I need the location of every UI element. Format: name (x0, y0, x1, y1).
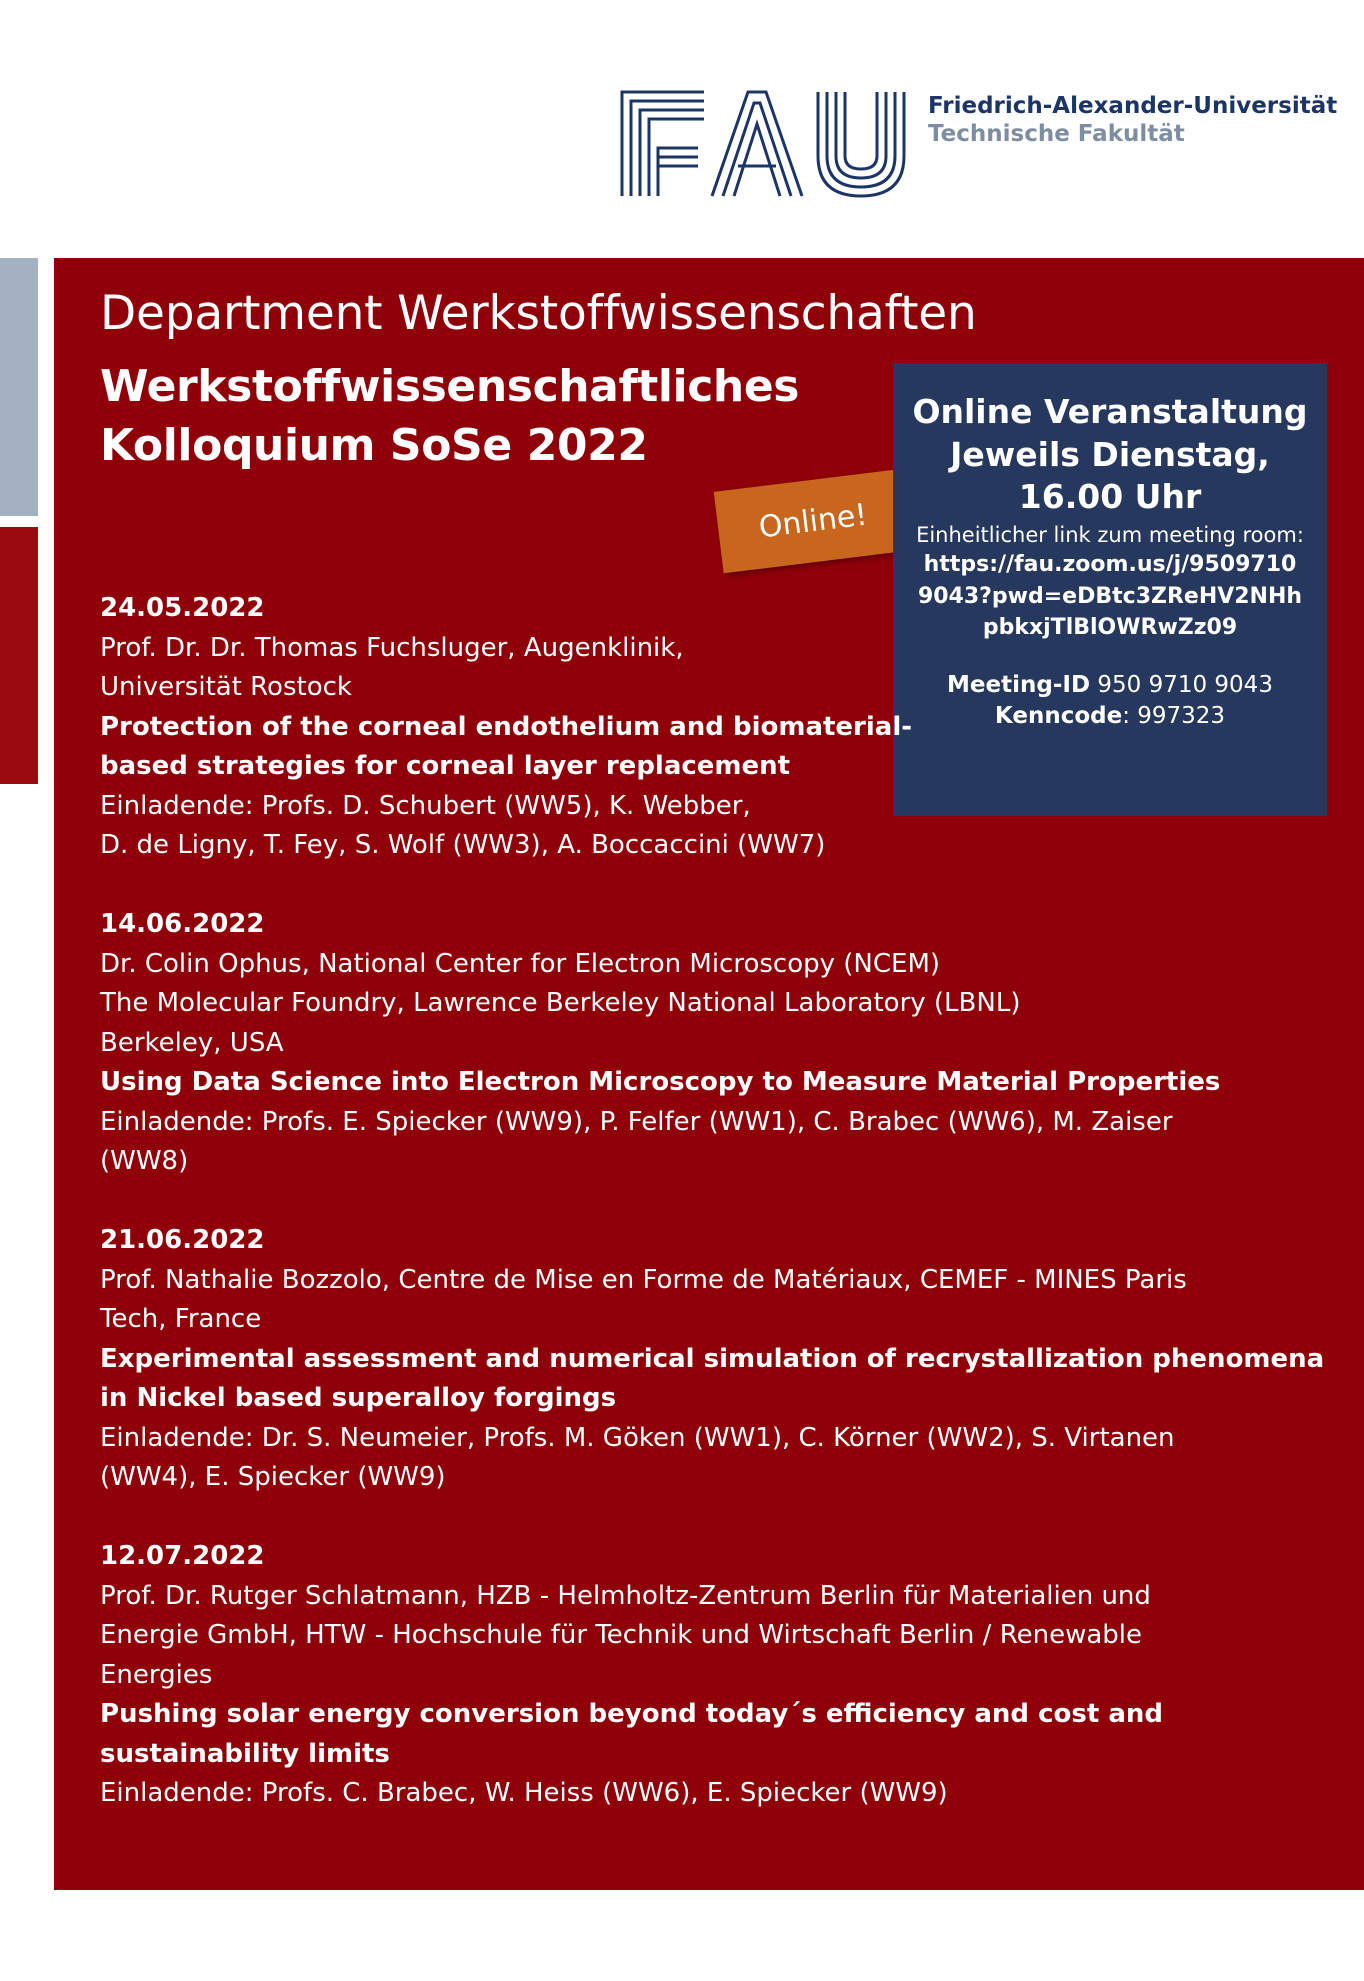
event-item (100, 589, 1330, 866)
zoom-link-line-3[interactable]: pbkxjTlBlOWRwZz09 (982, 615, 1238, 641)
fau-logo-text: FAU (620, 77, 652, 94)
event-talk-title: Experimental assessment and numerical simulation of recrystallization phenomena (100, 1343, 1325, 1374)
event-hosts: D. de Ligny, T. Fey, S. Wolf (WW3), A. Boccaccini (WW7) (100, 830, 826, 860)
event-date: 14.06.2022 (100, 909, 265, 939)
event-talk-title: Pushing solar energy conversion beyond today´s efficiency and cost and (100, 1699, 1163, 1729)
event-speaker: Prof. Nathalie Bozzolo, Centre de Mise en Forme de Matériaux, CEMEF - MINES Paris (100, 1264, 1187, 1295)
event-date: 24.05.2022 (100, 593, 265, 623)
side-bar-red (0, 527, 38, 784)
event-speaker: Prof. Dr. Rutger Schlatmann, HZB - Helmholtz-Zentrum Berlin für Materialien und (100, 1580, 1151, 1611)
info-time: 16.00 Uhr (1018, 477, 1202, 517)
event-speaker: Prof. Dr. Dr. Thomas Fuchsluger, Augenklinik, (100, 632, 684, 663)
event-hosts: Einladende: Dr. S. Neumeier, Profs. M. Göken (WW1), C. Körner (WW2), S. Virtanen (100, 1422, 1175, 1453)
event-hosts: Einladende: Profs. E. Spiecker (WW9), P. Felfer (WW1), C. Brabec (WW6), M. Zaiser (100, 1106, 1173, 1137)
event-item (100, 1221, 1330, 1498)
event-talk-title: Protection of the corneal endothelium and biomaterial- (100, 711, 913, 742)
department-title: Department Werkstoffwissenschaften (100, 286, 977, 341)
event-hosts: Einladende: Profs. D. Schubert (WW5), K. Webber, (100, 790, 751, 821)
university-title: Friedrich-Alexander-Universität (928, 93, 1338, 119)
event-talk-title: based strategies for corneal layer replacement (100, 751, 791, 781)
event-talk-title: in Nickel based superalloy forgings (100, 1383, 617, 1413)
event-hosts: Einladende: Profs. C. Brabec, W. Heiss (WW6), E. Spiecker (WW9) (100, 1778, 948, 1808)
side-bar-grey (0, 258, 38, 516)
event-speaker: Berkeley, USA (100, 1027, 284, 1058)
colloquium-title (100, 358, 799, 475)
zoom-link-line-1[interactable]: https://fau.zoom.us/j/9509710 (923, 551, 1297, 577)
title-line-2: Kolloquium SoSe 2022 (100, 419, 648, 471)
event-talk-title: Using Data Science into Electron Microscopy to Measure Material Properties (100, 1067, 1221, 1097)
meeting-id-value: 950 9710 9043 (1097, 672, 1273, 699)
event-date: 21.06.2022 (100, 1225, 265, 1255)
info-weekday: Jeweils Dienstag, (950, 434, 1270, 474)
fau-logo (620, 77, 905, 198)
kenncode-label: Kenncode (994, 702, 1123, 729)
kenncode-value: : 997323 (1122, 702, 1226, 729)
event-speaker: Energies (100, 1659, 213, 1690)
zoom-link-line-2[interactable]: 9043?pwd=eDBtc3ZReHV2NHh (917, 583, 1303, 609)
event-talk-title: sustainability limits (100, 1738, 390, 1769)
online-sticker: Online! (714, 469, 913, 574)
event-date: 12.07.2022 (100, 1541, 265, 1571)
event-item (100, 1537, 1330, 1814)
event-hosts: (WW4), E. Spiecker (WW9) (100, 1462, 446, 1492)
title-line-1: Werkstoffwissenschaftliches (100, 361, 800, 412)
event-speaker: Dr. Colin Ophus, National Center for Electron Microscopy (NCEM) (100, 948, 941, 979)
event-item (100, 905, 1330, 1182)
event-speaker: Tech, France (100, 1304, 262, 1334)
meeting-id-label: Meeting-ID (947, 672, 1091, 699)
event-hosts: (WW8) (100, 1146, 189, 1176)
university-name (928, 92, 1337, 148)
event-speaker: The Molecular Foundry, Lawrence Berkeley National Laboratory (LBNL) (100, 988, 1021, 1018)
event-list (100, 589, 1330, 1853)
info-link-intro: Einheitlicher link zum meeting room: (916, 522, 1304, 547)
event-speaker: Energie GmbH, HTW - Hochschule für Technik und Wirtschaft Berlin / Renewable (100, 1620, 1142, 1650)
faculty-title: Technische Fakultät (928, 121, 1185, 148)
info-online-event: Online Veranstaltung (912, 392, 1308, 431)
main-panel (54, 258, 1364, 1890)
event-speaker: Universität Rostock (100, 672, 352, 702)
info-heading (893, 391, 1327, 519)
